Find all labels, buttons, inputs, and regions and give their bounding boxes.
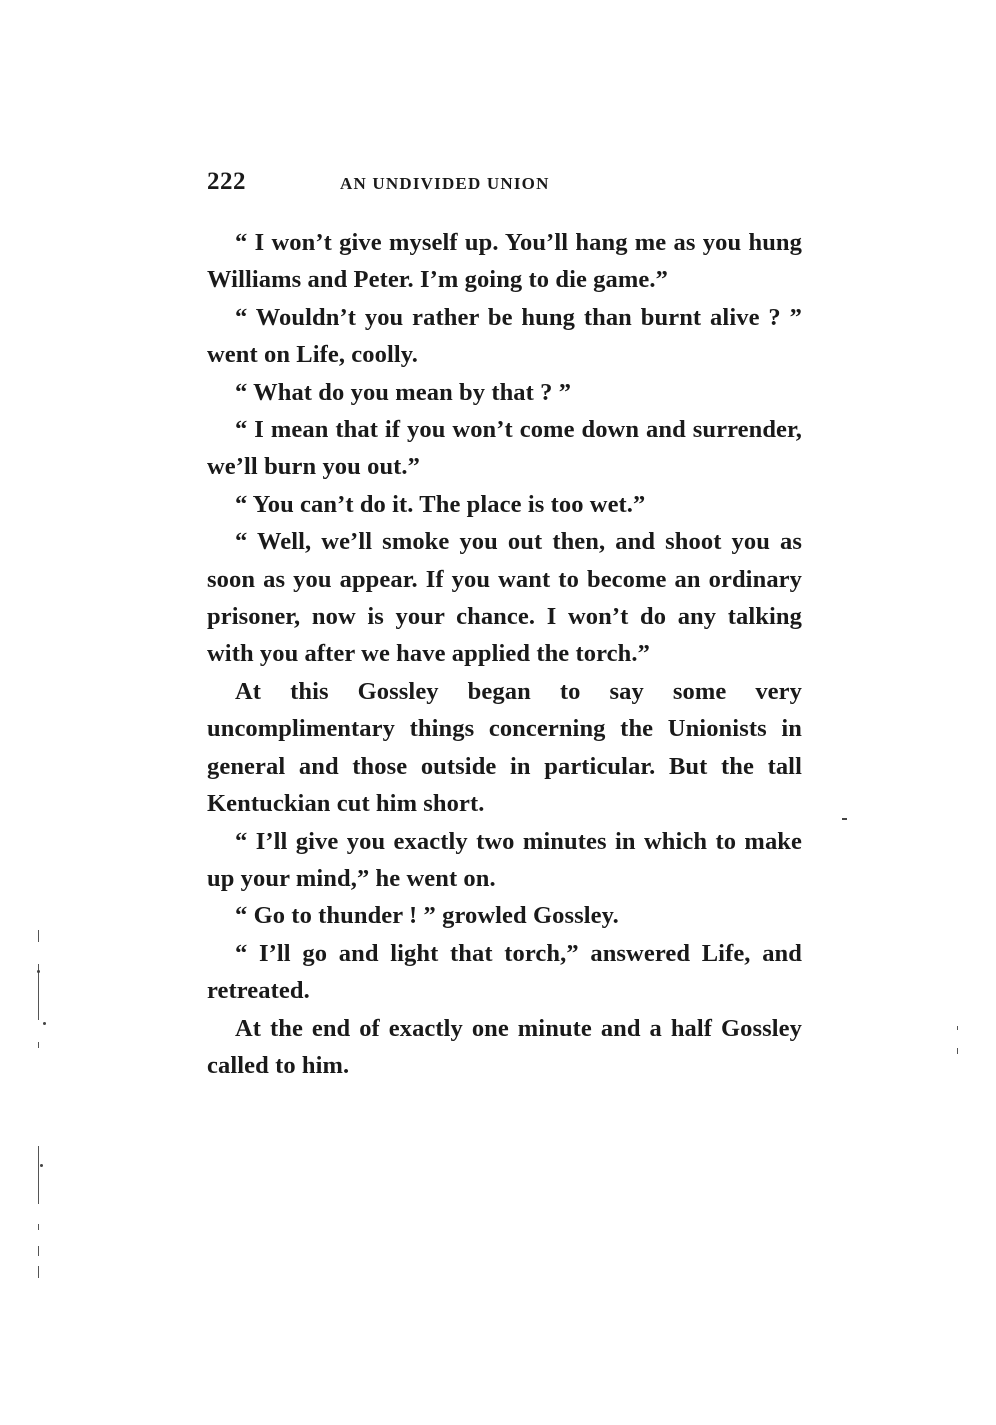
- body-text: [207, 224, 802, 1084]
- margin-tick: [957, 1026, 958, 1030]
- margin-dot: [37, 970, 40, 973]
- scan-margin-marks-right: [955, 1020, 961, 1060]
- margin-tick: [38, 1146, 39, 1204]
- paragraph: “ I won’t give myself up. You’ll hang me as you hung Williams and Peter. I’m going to die game.”: [207, 229, 802, 294]
- scan-speck: [842, 818, 847, 820]
- margin-dot: [43, 1022, 46, 1025]
- margin-tick: [38, 930, 39, 942]
- margin-tick: [38, 1246, 39, 1256]
- paragraph: At the end of exactly one minute and a half Gossley called to him.: [207, 1014, 802, 1079]
- paragraph: “ You can’t do it. The place is too wet.”: [235, 490, 646, 518]
- margin-tick: [38, 1224, 39, 1230]
- page-number: 222: [207, 168, 246, 195]
- paragraph: “ I mean that if you won’t come down and surrender, we’ll burn you out.”: [207, 416, 802, 481]
- margin-tick: [38, 1042, 39, 1048]
- paragraph: At this Gossley began to say some very uncomplimentary things concerning the Unionists in general and those outside in particular. But the tall Kentuckian cut him short.: [207, 677, 802, 818]
- margin-tick: [38, 1266, 39, 1278]
- running-title: AN UNDIVIDED UNION: [340, 174, 550, 193]
- paragraph: “ Go to thunder ! ” growled Gossley.: [235, 902, 619, 930]
- paragraph: “ I’ll go and light that torch,” answered Life, and retreated.: [207, 939, 802, 1005]
- margin-tick: [957, 1048, 958, 1054]
- scan-margin-marks: [36, 930, 48, 1290]
- paragraph: “ What do you mean by that ? ”: [235, 378, 572, 406]
- margin-dot: [40, 1164, 43, 1167]
- paragraph: “ I’ll give you exactly two minutes in which to make up your mind,” he went on.: [207, 827, 802, 892]
- paragraph: “ Wouldn’t you rather be hung than burnt alive ? ” went on Life, coolly.: [207, 303, 802, 369]
- running-head: [207, 168, 802, 200]
- paragraph: “ Well, we’ll smoke you out then, and shoot you as soon as you appear. If you want to become an ordinary prisoner, now is your chance. I won’t do any talking with you after we have applied the torch.”: [207, 528, 802, 668]
